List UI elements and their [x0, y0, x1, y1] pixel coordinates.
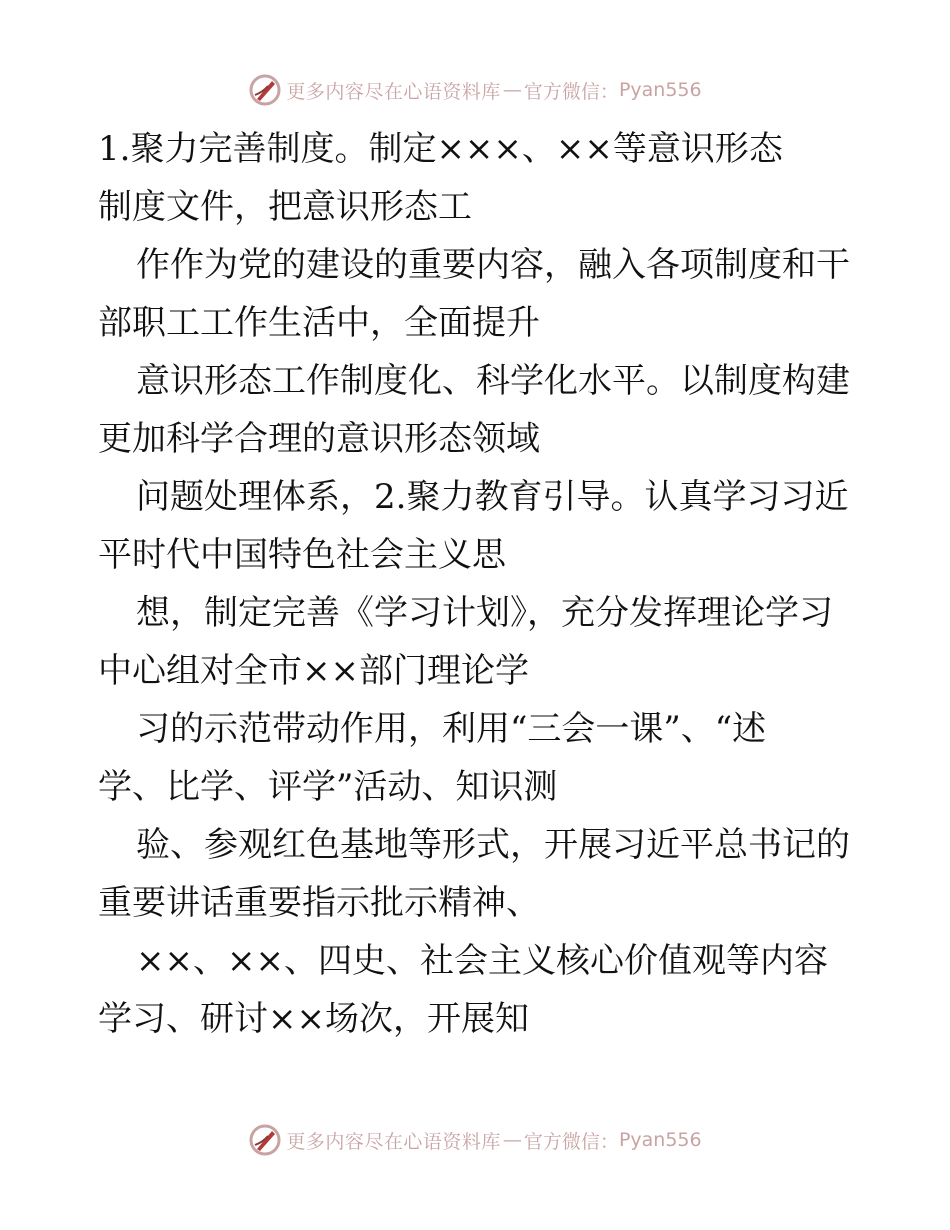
text-line: 部职工工作生活中，全面提升 [98, 303, 540, 343]
text-line: 学、比学、评学”活动、知识测 [98, 767, 558, 807]
text-line: 验、参观红色基地等形式，开展习近平总书记的 [136, 825, 850, 865]
body-text [98, 120, 858, 1048]
text-line: 1.聚力完善制度。制定×××、××等意识形态 [98, 129, 783, 169]
watermark-brand: 更多内容尽在心语资料库 [286, 80, 501, 103]
text-line: ××、××、四史、社会主义核心价值观等内容 [136, 941, 828, 981]
text-line: 想，制定完善《学习计划》，充分发挥理论学习 [136, 593, 833, 633]
text-line: 意识形态工作制度化、科学化水平。以制度构建 [136, 361, 850, 401]
text-line: 学习、研讨××场次，开展知 [98, 999, 529, 1039]
text-line: 习的示范带动作用，利用“三会一课”、“述 [136, 709, 767, 749]
text-line: 制度文件，把意识形态工 [98, 187, 472, 227]
text-line: 作作为党的建设的重要内容，融入各项制度和干 [136, 245, 850, 285]
text-line: 问题处理体系，2.聚力教育引导。认真学习习近 [136, 477, 849, 517]
watermark-wechat-label: 官方微信： [523, 80, 619, 103]
text-line: 平时代中国特色社会主义思 [98, 535, 506, 575]
watermark-wechat-id: Pyan556 [618, 1129, 702, 1151]
text-line: 重要讲话重要指示批示精神、 [98, 883, 540, 923]
quill-logo-icon [248, 1123, 282, 1157]
watermark-separator: — [502, 79, 522, 101]
text-line: 更加科学合理的意识形态领域 [98, 419, 540, 459]
footer-watermark [0, 1120, 950, 1160]
text-line: 中心组对全市××部门理论学 [98, 651, 529, 691]
watermark-brand: 更多内容尽在心语资料库 [286, 1130, 501, 1153]
header-watermark [0, 70, 950, 110]
watermark-wechat-id: Pyan556 [618, 79, 702, 101]
quill-logo-icon [248, 73, 282, 107]
watermark-wechat-label: 官方微信： [523, 1130, 619, 1153]
watermark-separator: — [502, 1129, 522, 1151]
